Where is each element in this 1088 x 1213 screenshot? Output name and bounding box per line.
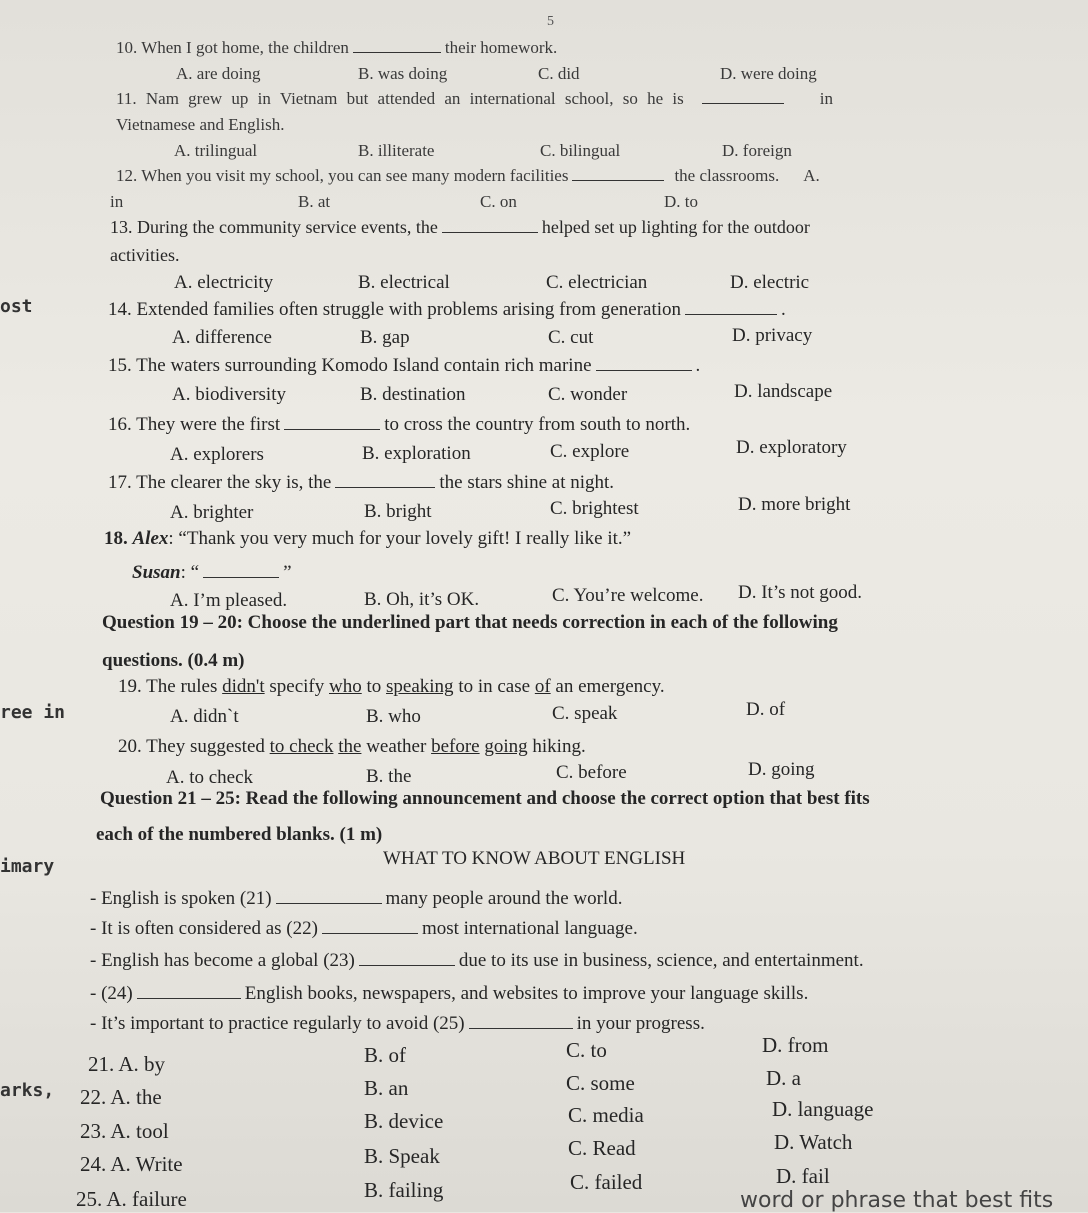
option-b[interactable]: B. illiterate [358, 141, 435, 160]
announcement-line-21: - English is spoken (21) many people around the world. [90, 888, 623, 909]
section-heading-21-25-line2: each of the numbered blanks. (1 m) [96, 824, 383, 845]
answer-24-c[interactable]: C. Read [568, 1136, 636, 1160]
option-b[interactable]: B. the [366, 766, 412, 787]
answer-21-a[interactable]: 21. A. by [88, 1052, 166, 1076]
announcement-line-23: - English has become a global (23) due to its use in business, science, and entertainment. [90, 950, 864, 971]
answer-24-b[interactable]: B. Speak [364, 1144, 440, 1168]
option-b[interactable]: B. gap [360, 327, 410, 348]
question-19: 19. The rules didn't specify who to speaking to in case of an emergency. [118, 676, 665, 697]
option-b[interactable]: B. at [298, 192, 331, 211]
answer-22-b[interactable]: B. an [364, 1076, 409, 1100]
announcement-line-25: - It’s important to practice regularly to avoid (25) in your progress. [90, 1013, 705, 1034]
option-d[interactable]: D. were doing [720, 64, 817, 83]
option-c[interactable]: C. electrician [546, 272, 648, 293]
question-10: 10. When I got home, the children their homework. [116, 38, 558, 57]
question-12: 12. When you visit my school, you can see many modern facilities the classrooms. A. [116, 166, 820, 185]
option-a[interactable]: A. explorers [170, 444, 264, 465]
question-11-line2: Vietnamese and English. [116, 115, 285, 134]
option-d[interactable]: D. exploratory [736, 437, 847, 458]
answer-22-a[interactable]: 22. A. the [80, 1085, 162, 1109]
next-page-cut-text: word or phrase that best fits [740, 1188, 1054, 1213]
option-c[interactable]: C. on [480, 192, 517, 211]
answer-21-b[interactable]: B. of [364, 1043, 406, 1067]
option-a[interactable]: A. difference [172, 327, 272, 348]
answer-23-a[interactable]: 23. A. tool [80, 1119, 169, 1143]
answer-23-d[interactable]: D. language [772, 1097, 874, 1121]
margin-note: ost [0, 296, 33, 317]
option-c[interactable]: C. before [556, 762, 627, 783]
section-heading-19-20-line2: questions. (0.4 m) [102, 650, 245, 671]
option-b[interactable]: B. who [366, 706, 421, 727]
question-14: 14. Extended families often struggle with problems arising from generation . [108, 299, 786, 320]
question-18-response: Susan: “ ” [132, 562, 292, 583]
margin-note: imary [0, 856, 55, 877]
option-c[interactable]: C. speak [552, 703, 618, 724]
option-d[interactable]: D. privacy [732, 325, 813, 346]
option-a[interactable]: in [110, 192, 124, 211]
option-c[interactable]: C. bilingual [540, 141, 621, 160]
announcement-line-22: - It is often considered as (22) most international language. [90, 918, 638, 939]
question-16: 16. They were the first to cross the country from south to north. [108, 414, 691, 435]
option-a[interactable]: A. didn`t [170, 706, 239, 727]
option-a[interactable]: A. to check [166, 767, 254, 788]
option-d[interactable]: D. It’s not good. [738, 582, 863, 603]
option-a[interactable]: A. biodiversity [172, 384, 286, 405]
margin-note: ree in [0, 702, 66, 723]
answer-23-c[interactable]: C. media [568, 1103, 644, 1127]
option-a[interactable]: A. brighter [170, 502, 254, 523]
option-c[interactable]: C. did [538, 64, 580, 83]
option-c[interactable]: C. You’re welcome. [552, 585, 704, 606]
option-d[interactable]: D. going [748, 759, 815, 780]
option-c[interactable]: C. wonder [548, 384, 628, 405]
option-c[interactable]: C. cut [548, 327, 594, 348]
option-b[interactable]: B. electrical [358, 272, 450, 293]
option-c[interactable]: C. explore [550, 441, 630, 462]
answer-21-d[interactable]: D. from [762, 1033, 829, 1057]
option-d[interactable]: D. to [664, 192, 698, 211]
option-a[interactable]: A. I’m pleased. [170, 590, 288, 611]
question-11: 11. Nam grew up in Vietnam but attended an international school, so he is in [116, 89, 833, 108]
answer-25-a[interactable]: 25. A. failure [76, 1187, 187, 1211]
section-heading-19-20: Question 19 – 20: Choose the underlined part that needs correction in each of the following [102, 612, 838, 633]
option-b[interactable]: B. destination [360, 384, 466, 405]
option-d[interactable]: D. of [746, 699, 786, 720]
answer-23-b[interactable]: B. device [364, 1109, 444, 1133]
answer-25-c[interactable]: C. failed [570, 1170, 643, 1194]
option-a[interactable]: A. trilingual [174, 141, 258, 160]
option-b[interactable]: B. Oh, it’s OK. [364, 589, 480, 610]
answer-21-c[interactable]: C. to [566, 1038, 607, 1062]
option-b[interactable]: B. was doing [358, 64, 448, 83]
option-a[interactable]: A. electricity [174, 272, 274, 293]
answer-22-c[interactable]: C. some [566, 1071, 635, 1095]
question-20: 20. They suggested to check the weather before going hiking. [118, 736, 586, 757]
question-13: 13. During the community service events, the helped set up lighting for the outdoor [110, 217, 810, 237]
question-17: 17. The clearer the sky is, the the stars shine at night. [108, 472, 615, 493]
answer-24-d[interactable]: D. Watch [774, 1130, 853, 1154]
option-d[interactable]: D. electric [730, 272, 810, 293]
question-15: 15. The waters surrounding Komodo Island contain rich marine . [108, 355, 701, 376]
announcement-line-24: - (24) English books, newspapers, and websites to improve your language skills. [90, 983, 809, 1004]
announcement-title: WHAT TO KNOW ABOUT ENGLISH [383, 848, 686, 869]
margin-note: arks, [0, 1080, 55, 1101]
page-number: 5 [547, 14, 554, 29]
answer-25-d[interactable]: D. fail [776, 1164, 830, 1188]
option-a[interactable]: A. are doing [176, 64, 261, 83]
option-d[interactable]: D. more bright [738, 494, 851, 515]
option-c[interactable]: C. brightest [550, 498, 639, 519]
question-18: 18. Alex: “Thank you very much for your lovely gift! I really like it.” [104, 528, 632, 549]
option-d[interactable]: D. landscape [734, 381, 833, 402]
question-13-line2: activities. [110, 245, 180, 265]
option-b[interactable]: B. exploration [362, 443, 471, 464]
answer-24-a[interactable]: 24. A. Write [80, 1152, 183, 1176]
option-b[interactable]: B. bright [364, 501, 432, 522]
option-d[interactable]: D. foreign [722, 141, 792, 160]
answer-22-d[interactable]: D. a [766, 1066, 801, 1090]
answer-25-b[interactable]: B. failing [364, 1178, 444, 1202]
section-heading-21-25: Question 21 – 25: Read the following announcement and choose the correct option that best fits [100, 788, 870, 809]
